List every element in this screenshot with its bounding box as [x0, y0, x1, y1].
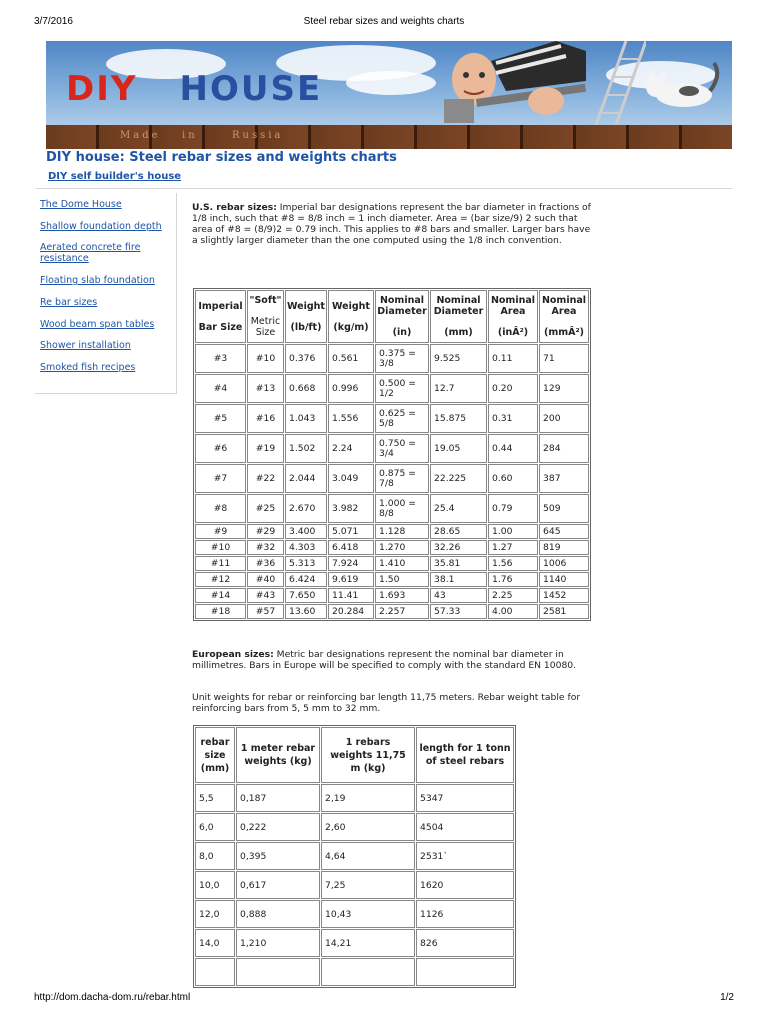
eu-table-cell: 12,0: [195, 900, 235, 928]
eu-table-cell: 2,60: [321, 813, 415, 841]
cat-icon: [634, 55, 724, 115]
eu-table-cell: 0,395: [236, 842, 320, 870]
us-table-cell: #16: [247, 404, 284, 433]
us-table-cell: 0.561: [328, 344, 374, 373]
us-table-cell: 12.7: [430, 374, 487, 403]
us-table-cell: 19.05: [430, 434, 487, 463]
eu-table-cell: 2531`: [416, 842, 514, 870]
us-table-cell: #9: [195, 524, 246, 539]
eu-table-cell: 4504: [416, 813, 514, 841]
us-table-cell: #4: [195, 374, 246, 403]
us-table-cell: #7: [195, 464, 246, 493]
us-table-cell: 6.418: [328, 540, 374, 555]
us-table-cell: #40: [247, 572, 284, 587]
eu-rebar-table: [193, 725, 516, 988]
us-table-cell: 3.049: [328, 464, 374, 493]
us-table-cell: #32: [247, 540, 284, 555]
us-table-cell: 0.500 = 1/2: [375, 374, 429, 403]
us-table-cell: 2.044: [285, 464, 327, 493]
us-table-cell: 4.00: [488, 604, 538, 619]
us-table-cell: #10: [247, 344, 284, 373]
site-logo[interactable]: [66, 69, 322, 109]
us-table-cell: 2.24: [328, 434, 374, 463]
us-table-cell: 2.670: [285, 494, 327, 523]
us-table-cell: 0.60: [488, 464, 538, 493]
eu-table-header-cell: rebar size (mm): [195, 727, 235, 783]
eu-table-cell: [321, 958, 415, 986]
sidebar-item-floating-slab[interactable]: Floating slab foundation: [40, 275, 155, 286]
eu-table-cell: 1126: [416, 900, 514, 928]
table-row: [195, 494, 589, 523]
us-table-cell: #3: [195, 344, 246, 373]
print-title: Steel rebar sizes and weights charts: [303, 16, 465, 27]
us-table-cell: 645: [539, 524, 589, 539]
us-table-cell: 1.128: [375, 524, 429, 539]
logo-diy: DIY: [66, 69, 138, 109]
eu-table-cell: 0,222: [236, 813, 320, 841]
table-row: [195, 784, 514, 812]
us-table-cell: 1.000 = 8/8: [375, 494, 429, 523]
us-table-cell: #5: [195, 404, 246, 433]
eu-table-cell: 10,43: [321, 900, 415, 928]
eu-rebar-description: [192, 649, 594, 671]
us-table-cell: 28.65: [430, 524, 487, 539]
us-rebar-table: [193, 288, 591, 621]
table-row: [195, 604, 589, 619]
us-table-cell: #25: [247, 494, 284, 523]
us-table-cell: 43: [430, 588, 487, 603]
us-table-cell: #6: [195, 434, 246, 463]
us-table-cell: 0.11: [488, 344, 538, 373]
eu-table-cell: 14,21: [321, 929, 415, 957]
us-table-cell: 1.410: [375, 556, 429, 571]
fence-word: Made: [120, 130, 161, 141]
print-header: [34, 16, 734, 30]
us-header-top: Nominal Area: [490, 295, 536, 317]
us-table-cell: 1.556: [328, 404, 374, 433]
table-row: [195, 958, 514, 986]
table-row: [195, 464, 589, 493]
us-table-cell: #19: [247, 434, 284, 463]
us-header-top: Nominal Area: [541, 295, 587, 317]
us-table-cell: 0.44: [488, 434, 538, 463]
eu-table-cell: [236, 958, 320, 986]
us-table-cell: 387: [539, 464, 589, 493]
table-row: [195, 556, 589, 571]
us-table-cell: #10: [195, 540, 246, 555]
us-header-top: Weight: [287, 300, 325, 312]
us-table-cell: 509: [539, 494, 589, 523]
us-table-cell: 1452: [539, 588, 589, 603]
eu-table-cell: 5,5: [195, 784, 235, 812]
sidebar-item-dome-house[interactable]: The Dome House: [40, 199, 122, 210]
us-table-cell: 0.31: [488, 404, 538, 433]
builder-illustration-icon: [436, 41, 586, 125]
us-table-cell: 0.375 = 3/8: [375, 344, 429, 373]
eu-rebar-lead: European sizes:: [192, 649, 274, 660]
us-table-cell: 1140: [539, 572, 589, 587]
us-table-cell: 7.924: [328, 556, 374, 571]
table-row: [195, 813, 514, 841]
us-header-bottom: Bar Size: [198, 321, 243, 333]
table-row: [195, 929, 514, 957]
us-header-bottom: (in): [392, 327, 412, 338]
us-table-cell: 1.27: [488, 540, 538, 555]
table-row: [195, 871, 514, 899]
sidebar-item-shallow-foundation[interactable]: Shallow foundation depth: [40, 221, 162, 232]
us-table-header-cell: [328, 290, 374, 343]
eu-table-cell: 10,0: [195, 871, 235, 899]
table-row: [195, 404, 589, 433]
logo-house: HOUSE: [179, 69, 323, 109]
us-table-cell: #36: [247, 556, 284, 571]
sidebar-item-shower[interactable]: Shower installation: [40, 340, 131, 351]
us-table-cell: #22: [247, 464, 284, 493]
us-table-cell: 0.376: [285, 344, 327, 373]
site-banner: [46, 41, 732, 149]
us-table-cell: 129: [539, 374, 589, 403]
eu-table-cell: [195, 958, 235, 986]
us-header-top: Nominal Diameter: [433, 295, 484, 317]
us-table-cell: 1.56: [488, 556, 538, 571]
us-table-header-cell: [375, 290, 429, 343]
us-table-cell: 1.50: [375, 572, 429, 587]
table-row: [195, 842, 514, 870]
us-table-cell: #13: [247, 374, 284, 403]
fence-word: Russia: [232, 130, 284, 141]
us-table-cell: 9.525: [430, 344, 487, 373]
us-header-top: Nominal Diameter: [377, 295, 427, 317]
us-table-cell: 1.270: [375, 540, 429, 555]
us-table-cell: 38.1: [430, 572, 487, 587]
us-table-cell: 0.996: [328, 374, 374, 403]
us-table-cell: 22.225: [430, 464, 487, 493]
us-header-bottom: (mmÂ²): [544, 327, 584, 338]
us-table-header-cell: [539, 290, 589, 343]
us-table-cell: 57.33: [430, 604, 487, 619]
us-table-cell: 71: [539, 344, 589, 373]
us-header-bottom: (inÂ²): [497, 327, 529, 338]
us-table-header-cell: [430, 290, 487, 343]
table-row: [195, 374, 589, 403]
us-table-cell: 0.875 = 7/8: [375, 464, 429, 493]
us-table-cell: 5.071: [328, 524, 374, 539]
sidebar-item-rebar-sizes[interactable]: Re bar sizes: [40, 297, 98, 308]
us-rebar-description: [192, 202, 594, 246]
us-table-cell: 35.81: [430, 556, 487, 571]
us-table-cell: 0.750 = 3/4: [375, 434, 429, 463]
eu-table-cell: 0,617: [236, 871, 320, 899]
us-header-bottom: (lb/ft): [290, 321, 322, 333]
us-table-cell: #29: [247, 524, 284, 539]
us-table-cell: 20.284: [328, 604, 374, 619]
table-row: [195, 572, 589, 587]
eu-table-cell: 1,210: [236, 929, 320, 957]
page-title: DIY house: Steel rebar sizes and weights charts: [46, 150, 397, 165]
us-table-cell: 7.650: [285, 588, 327, 603]
us-table-cell: 1.502: [285, 434, 327, 463]
fence-word: in: [182, 130, 198, 141]
us-table-cell: 1.043: [285, 404, 327, 433]
sidebar-item-smoked-fish[interactable]: Smoked fish recipes: [40, 362, 136, 373]
eu-table-header-cell: 1 meter rebar weights (kg): [236, 727, 320, 783]
us-header-top: Weight: [332, 300, 370, 312]
divider: [36, 188, 732, 189]
us-table-cell: 6.424: [285, 572, 327, 587]
us-header-top: "Soft": [249, 295, 282, 306]
us-header-bottom: (kg/m): [333, 321, 369, 333]
us-table-cell: #12: [195, 572, 246, 587]
us-table-cell: 3.982: [328, 494, 374, 523]
subtitle-link[interactable]: DIY self builder's house: [48, 171, 182, 182]
us-table-cell: 0.625 = 5/8: [375, 404, 429, 433]
us-table-cell: #43: [247, 588, 284, 603]
us-table-cell: 2581: [539, 604, 589, 619]
us-table-cell: 1006: [539, 556, 589, 571]
us-table-cell: #18: [195, 604, 246, 619]
print-page-number: 1/2: [720, 992, 734, 1003]
print-footer: [34, 992, 734, 1006]
print-url: http://dom.dacha-dom.ru/rebar.html: [34, 992, 191, 1003]
us-table-cell: 200: [539, 404, 589, 433]
us-table-cell: 1.00: [488, 524, 538, 539]
eu-table-cell: 7,25: [321, 871, 415, 899]
table-row: [195, 540, 589, 555]
us-table-cell: #11: [195, 556, 246, 571]
us-header-top: Imperial: [198, 300, 243, 312]
us-table-cell: 15.875: [430, 404, 487, 433]
us-table-cell: 4.303: [285, 540, 327, 555]
us-table-cell: 9.619: [328, 572, 374, 587]
eu-table-cell: 4,64: [321, 842, 415, 870]
eu-table-cell: 8,0: [195, 842, 235, 870]
sidebar-nav: [35, 193, 177, 394]
us-table-cell: 5.313: [285, 556, 327, 571]
table-row: [195, 344, 589, 373]
eu-table-cell: 6,0: [195, 813, 235, 841]
us-rebar-text: Imperial bar designations represent the bar diameter in fractions of 1/8 inch, such that #8 = 8/8 inch = 1 inch diameter. Area = (bar size/9) 2 such that area of #8 = (8/9)2 = 0.79 inch. This applies to #8 bars and smaller. Larger bars have a slightly larger diameter than the one computed using the 1/8 inch convention.: [192, 202, 591, 246]
table-row: [195, 900, 514, 928]
eu-table-cell: 14,0: [195, 929, 235, 957]
table-row: [195, 524, 589, 539]
eu-table-cell: 826: [416, 929, 514, 957]
us-table-header-cell: [488, 290, 538, 343]
us-header-bottom: (mm): [444, 327, 473, 338]
us-table-cell: 1.76: [488, 572, 538, 587]
us-table-cell: #8: [195, 494, 246, 523]
sidebar-item-wood-beam[interactable]: Wood beam span tables: [40, 319, 155, 330]
us-table-header-cell: [195, 290, 246, 343]
sidebar-item-aerated-concrete[interactable]: Aerated concrete fire resistance: [40, 242, 141, 264]
us-table-header-cell: [285, 290, 327, 343]
table-row: [195, 588, 589, 603]
us-rebar-lead: U.S. rebar sizes:: [192, 202, 277, 213]
eu-table-cell: 1620: [416, 871, 514, 899]
table-row: [195, 434, 589, 463]
us-table-cell: 25.4: [430, 494, 487, 523]
eu-table-header-cell: length for 1 tonn of steel rebars: [416, 727, 514, 783]
us-table-cell: #14: [195, 588, 246, 603]
print-date: 3/7/2016: [34, 16, 73, 27]
eu-table-cell: [416, 958, 514, 986]
eu-table-cell: 0,888: [236, 900, 320, 928]
eu-unit-note: Unit weights for rebar or reinforcing bar length 11,75 meters. Rebar weight table for reinforcing bars from 5, 5 mm to 32 mm.: [192, 692, 581, 714]
us-table-cell: 13.60: [285, 604, 327, 619]
us-table-cell: 819: [539, 540, 589, 555]
us-table-cell: 0.20: [488, 374, 538, 403]
eu-rebar-text: Metric bar designations represent the nominal bar diameter in millimetres. Bars in Europe will be specified to comply with the standard EN 10080.: [192, 649, 577, 671]
us-table-cell: 0.668: [285, 374, 327, 403]
us-table-cell: 2.25: [488, 588, 538, 603]
us-table-cell: 11.41: [328, 588, 374, 603]
us-table-cell: #57: [247, 604, 284, 619]
eu-table-header-cell: 1 rebars weights 11,75 m (kg): [321, 727, 415, 783]
us-table-cell: 0.79: [488, 494, 538, 523]
us-table-cell: 2.257: [375, 604, 429, 619]
us-table-header-cell: [247, 290, 284, 343]
us-table-cell: 32.26: [430, 540, 487, 555]
us-table-cell: 284: [539, 434, 589, 463]
eu-table-cell: 2,19: [321, 784, 415, 812]
us-table-cell: 3.400: [285, 524, 327, 539]
banner-fence: [46, 125, 732, 149]
us-table-cell: 1.693: [375, 588, 429, 603]
eu-table-cell: 5347: [416, 784, 514, 812]
us-header-bottom: Metric Size: [250, 316, 281, 338]
eu-table-cell: 0,187: [236, 784, 320, 812]
